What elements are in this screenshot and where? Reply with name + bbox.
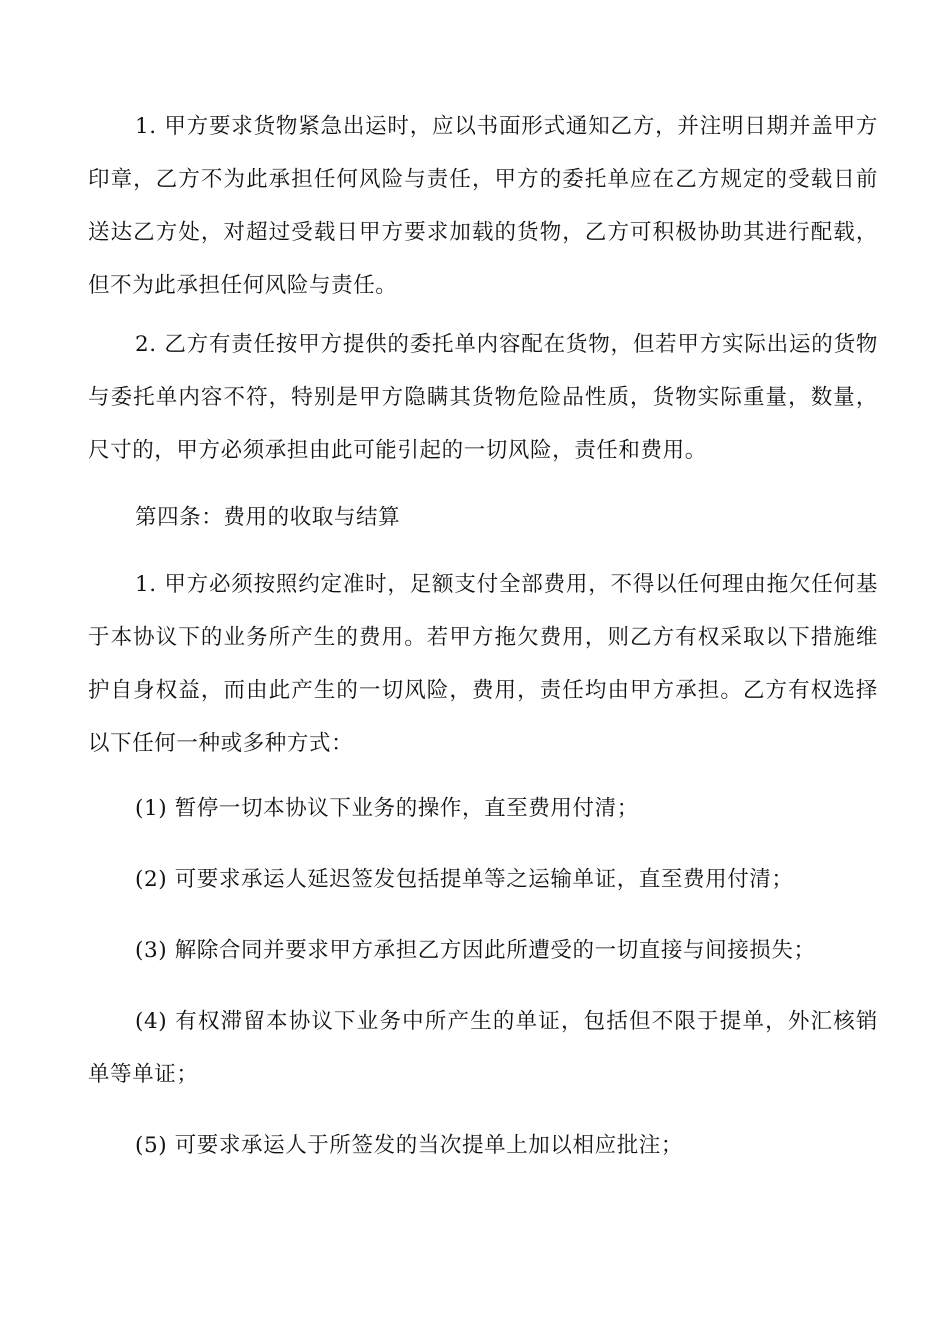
article-heading: 第四条：费用的收取与结算	[135, 505, 401, 530]
list-item-delay-documents: (2) 可要求承运人延迟签发包括提单等之运输单证，直至费用付清；	[135, 867, 794, 892]
list-item-annotate-bill: (5) 可要求承运人于所签发的当次提单上加以相应批注；	[135, 1133, 683, 1158]
clause-paragraph-cargo-discrepancy: 2. 乙方有责任按甲方提供的委托单内容配在货物，但若甲方实际出运的货物与委托单内容不符，特别是甲方隐瞒其货物危险品性质，货物实际重量，数量， 尺寸的，甲方必须承担由此可能引起的一切风险，责任和费用。	[88, 332, 878, 463]
list-item-retain-documents: (4) 有权滞留本协议下业务中所产生的单证，包括但不限于提单，外汇核销单等单证；	[88, 1009, 878, 1087]
list-item-suspend-operations: (1) 暂停一切本协议下业务的操作，直至费用付清；	[135, 796, 639, 821]
clause-paragraph-payment: 1. 甲方必须按照约定准时，足额支付全部费用，不得以任何理由拖欠任何基于本协议下的业务所产生的费用。若甲方拖欠费用，则乙方有权采取以下措施维护自身权益，而由此产生的一切风险，费用，责任均由甲方承担。乙方有权选择以下任何一种或多种方式：	[88, 572, 878, 756]
clause-paragraph-urgent-shipment: 1. 甲方要求货物紧急出运时，应以书面形式通知乙方，并注明日期并盖甲方印章，乙方不为此承担任何风险与责任，甲方的委托单应在乙方规定的受载日前送达乙方处，对超过受载日甲方要求加载的货物，乙方可积极协助其进行配载， 但不为此承担任何风险与责任。	[88, 114, 878, 298]
list-item-terminate-contract: (3) 解除合同并要求甲方承担乙方因此所遭受的一切直接与间接损失；	[135, 938, 816, 963]
